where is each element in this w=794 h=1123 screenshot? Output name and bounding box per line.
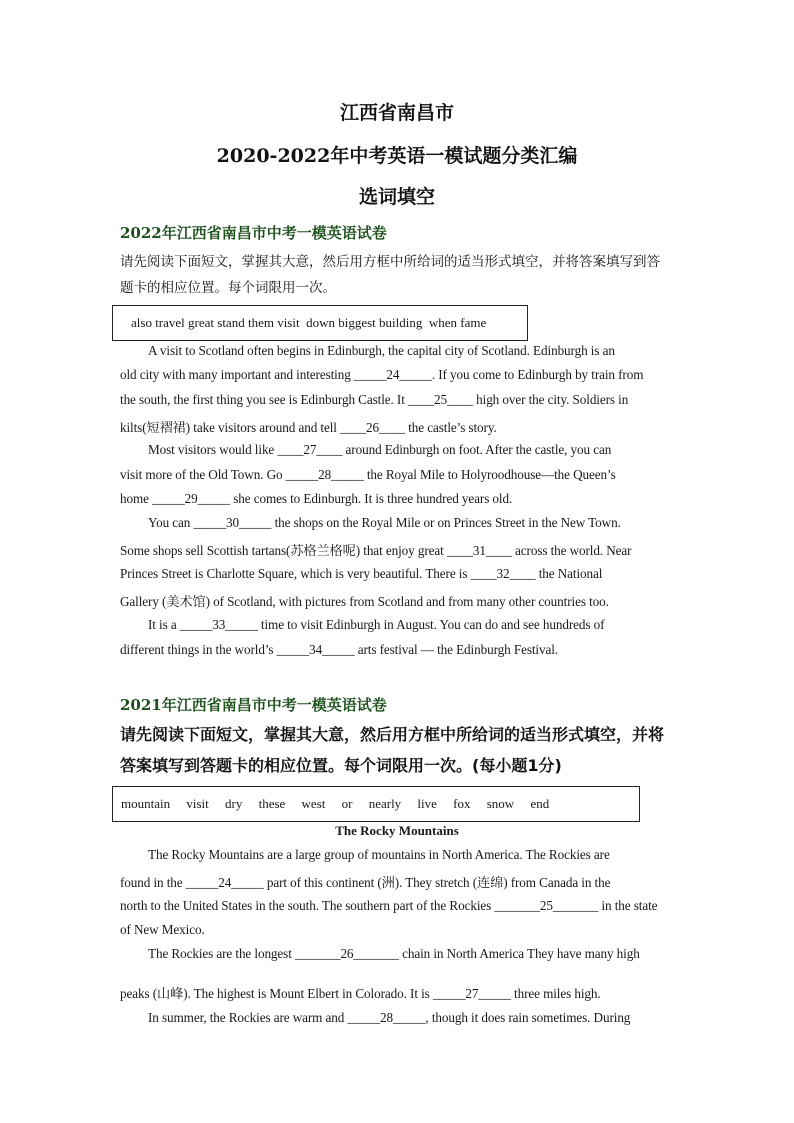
passage-line — [120, 922, 680, 938]
passage-text: she comes to Edinburgh. It is three hundred years old. — [230, 491, 513, 506]
passage-text: across the world. Near — [511, 543, 632, 558]
section2-instruction-line1: 请先阅读下面短文，掌握其大意，然后用方框中所给词的适当形式填空，并将 — [120, 725, 665, 744]
section2-heading: 2021年江西省南昌市中考一模英语试卷 — [120, 696, 387, 714]
passage-text: the castle’s story. — [405, 420, 497, 435]
blank-answer[interactable]: _____24_____ — [353, 367, 432, 382]
section1-word-list: also travel great stand them visit down biggest building when fame — [131, 315, 487, 330]
passage-text: the National — [535, 566, 603, 581]
passage-text: north to the United States in the south. The southern part of the Rockies — [120, 898, 495, 913]
passage-text: different things in the world’s — [120, 642, 277, 657]
passage-line — [120, 491, 680, 507]
passage-text: The Rockies are the longest — [148, 946, 295, 961]
passage-text: found in the — [120, 875, 186, 890]
passage-text: kilts(短褶裙) take visitors around and tell — [120, 420, 341, 435]
passage-line — [120, 367, 680, 383]
passage-text: old city with many important and interesting — [120, 367, 354, 382]
blank-answer[interactable]: _____29_____ — [152, 491, 231, 506]
passage-text: the Royal Mile to Holyroodhouse—the Queen’s — [363, 467, 616, 482]
blank-answer[interactable]: ____27____ — [277, 442, 343, 457]
passage-line — [120, 343, 680, 359]
blank-answer[interactable]: _____28_____ — [347, 1010, 426, 1025]
passage-text: the shops on the Royal Mile or on Princes Street in the New Town. — [271, 515, 621, 530]
passage-text: in the state — [598, 898, 658, 913]
blank-answer[interactable]: ____32____ — [470, 566, 536, 581]
passage-text: chain in North America They have many high — [398, 946, 640, 961]
blank-answer[interactable]: _____24_____ — [185, 875, 264, 890]
document-title-topic: 选词填空 — [358, 186, 435, 208]
blank-answer[interactable]: _____34_____ — [276, 642, 355, 657]
passage-text: arts festival — the Edinburgh Festival. — [354, 642, 558, 657]
passage-text: peaks (山峰). The highest is Mount Elbert in Colorado. It is — [120, 986, 433, 1001]
passage-text: around Edinburgh on foot. After the castle, you can — [342, 442, 612, 457]
passage-line — [120, 898, 680, 914]
passage-text: the south, the first thing you see is Edinburgh Castle. It — [120, 392, 408, 407]
passage-text: three miles high. — [510, 986, 601, 1001]
passage-line — [120, 442, 680, 458]
passage-text: The Rocky Mountains are a large group of mountains in North America. The Rockies are — [148, 847, 610, 862]
blank-answer[interactable]: ____31____ — [446, 543, 512, 558]
passage-text: time to visit Edinburgh in August. You can do and see hundreds of — [257, 617, 605, 632]
passage-line — [120, 591, 680, 610]
passage-text: A visit to Scotland often begins in Edinburgh, the capital city of Scotland. Edinburgh is an — [148, 343, 615, 358]
passage-line — [120, 467, 680, 483]
document-title-city: 江西省南昌市 — [339, 102, 454, 124]
section1-heading: 2022年江西省南昌市中考一模英语试卷 — [120, 224, 387, 242]
passage-line — [120, 417, 680, 436]
passage-text: Some shops sell Scottish tartans(苏格兰格呢) that enjoy great — [120, 543, 447, 558]
passage-text: of New Mexico. — [120, 922, 205, 937]
passage-subtitle: The Rocky Mountains — [335, 823, 459, 838]
passage-line — [120, 392, 680, 408]
passage-line — [120, 983, 680, 1002]
passage-text: You can — [148, 515, 194, 530]
blank-answer[interactable]: _____30_____ — [193, 515, 272, 530]
passage-text: part of this continent (洲). They stretch (连绵) from Canada in the — [263, 875, 611, 890]
blank-answer[interactable]: ____26____ — [340, 420, 406, 435]
passage-line — [120, 540, 680, 559]
passage-line — [120, 642, 680, 658]
section2-word-box — [112, 786, 640, 822]
passage-line — [120, 515, 680, 531]
passage-text: It is a — [148, 617, 180, 632]
passage-text: visit more of the Old Town. Go — [120, 467, 286, 482]
blank-answer[interactable]: _______26_______ — [294, 946, 399, 961]
section2-instruction-line2: 答案填写到答题卡的相应位置。每个词限用一次。(每小题1分) — [120, 756, 562, 775]
passage-line — [120, 617, 680, 633]
blank-answer[interactable]: ____25____ — [407, 392, 473, 407]
section1-word-box — [112, 305, 528, 341]
passage-line — [120, 1010, 680, 1026]
blank-answer[interactable]: _____27_____ — [432, 986, 511, 1001]
section1-instruction-line1: 请先阅读下面短文，掌握其大意，然后用方框中所给词的适当形式填空，并将答案填写到答 — [120, 254, 660, 270]
blank-answer[interactable]: _____33_____ — [179, 617, 258, 632]
passage-text: Gallery (美术馆) of Scotland, with pictures from Scotland and from many other countries too. — [120, 594, 609, 609]
passage-line — [120, 566, 680, 582]
passage-text: high over the city. Soldiers in — [472, 392, 629, 407]
document-title-main: 2020-2022年中考英语一模试题分类汇编 — [216, 145, 578, 167]
passage-text: Most visitors would like — [148, 442, 278, 457]
passage-line — [120, 946, 680, 962]
passage-text: home — [120, 491, 153, 506]
passage-text: . If you come to Edinburgh by train from — [431, 367, 644, 382]
passage-text: , though it does rain sometimes. During — [425, 1010, 631, 1025]
passage-text: In summer, the Rockies are warm and — [148, 1010, 348, 1025]
section1-instruction-line2: 题卡的相应位置。每个词限用一次。 — [120, 280, 336, 296]
blank-answer[interactable]: _______25_______ — [494, 898, 599, 913]
passage-line — [120, 847, 680, 863]
passage-line — [120, 872, 680, 891]
blank-answer[interactable]: _____28_____ — [285, 467, 364, 482]
section2-word-list: mountain visit dry these west or nearly live fox snow end — [121, 796, 550, 811]
passage-text: Princes Street is Charlotte Square, which is very beautiful. There is — [120, 566, 471, 581]
